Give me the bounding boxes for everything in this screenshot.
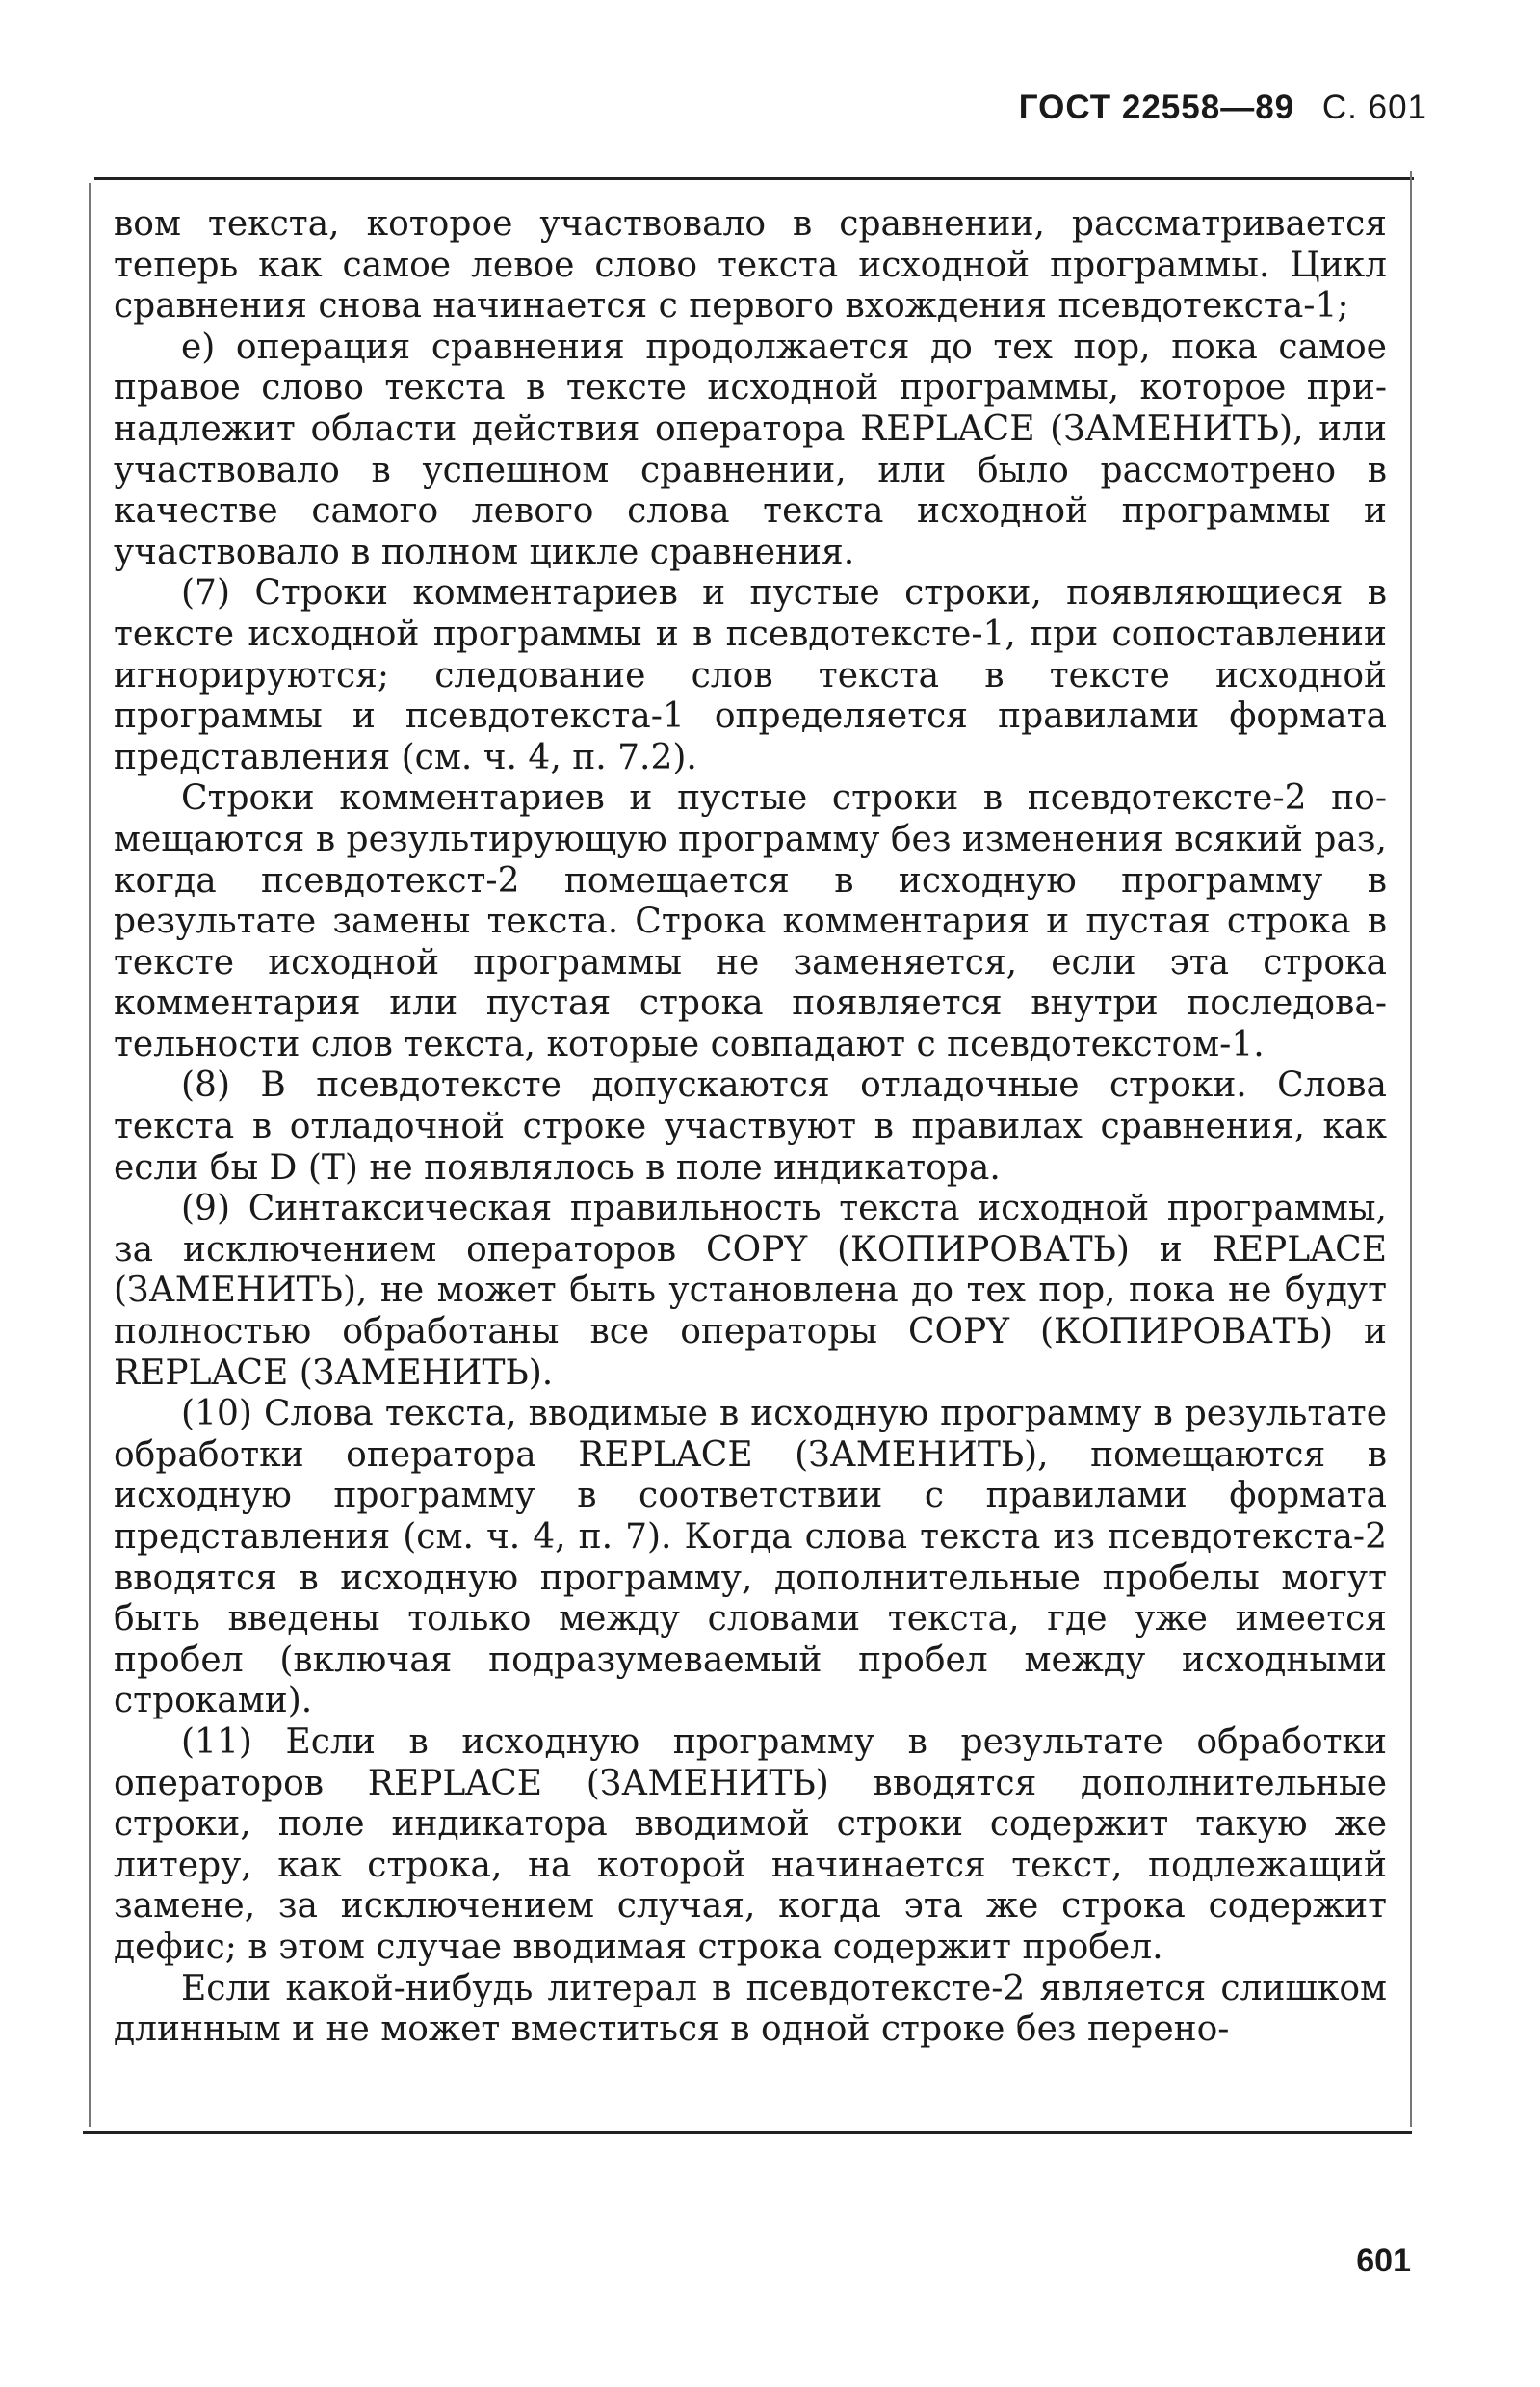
paragraph-rule-9: (9) Синтаксическая правильность текста исходной программы, за исключением операторов COPY (КОПИРОВАТЬ) и REPLACE (ЗАМЕНИТЬ), не может быть установлена до тех пор, пока не будут полностью обработаны все операторы COPY (КОПИРОВАТЬ) и REPLACE (ЗАМЕНИТЬ).	[114, 1189, 1387, 1393]
frame-bottom-rule	[83, 2131, 1412, 2134]
paragraph-continuation: вом текста, которое участвовало в сравнении, рассматривается теперь как самое левое слово текста исходной программы. Цикл сравнения снова начинается с первого вхождения псевдотекста-1;	[114, 204, 1387, 327]
paragraph-item-e: е) операция сравнения продолжается до тех пор, пока самое правое слово текста в тексте исходной программы, которое принадлежит области действия оператора REPLACE (ЗАМЕНИТЬ), или участвовало в успешном сравнении, или было рассмотрено в качестве самого левого слова текста исходной программы и участвовало в полном цикле сравнения.	[114, 327, 1387, 572]
standard-designation: ГОСТ 22558—89	[1018, 89, 1295, 126]
paragraph-rule-8: (8) В псевдотексте допускаются отладочные строки. Слова текста в отладочной строке участвуют в правилах сравнения, как если бы D (Т) не появлялось в поле индикатора.	[114, 1065, 1387, 1188]
frame-top-rule	[94, 177, 1414, 180]
paragraph-rule-7: (7) Строки комментариев и пустые строки, появляющиеся в тексте исходной программы и в псевдотексте-1, при сопоставлении игнорируются; следование слов текста в тексте исходной программы и псевдотекста-1 определяется правилами формата представления (см. ч. 4, п. 7.2).	[114, 573, 1387, 777]
frame-left-rule	[89, 183, 91, 2127]
paragraph-rule-10: (10) Слова текста, вводимые в исходную программу в результате обработки оператора REPLACE (ЗАМЕНИТЬ), помещаются в исходную программу в соответствии с правилами формата представления (см. ч. 4, п. 7). Когда слова текста из псевдотекста-2 вводятся в исходную программу, дополнительные пробелы могут быть введены только между словами текста, где уже имеется пробел (включая подразумеваемый пробел между исходными строками).	[114, 1394, 1387, 1721]
page-reference: С. 601	[1321, 89, 1427, 126]
paragraph-literal-note: Если какой-нибудь литерал в псевдотексте-2 является слишком длинным и не может вместиться в одной строке без перено-	[114, 1968, 1387, 2050]
paragraph-rule-11: (11) Если в исходную программу в результате обработки операторов REPLACE (ЗАМЕНИТЬ) вводятся дополнительные строки, поле индикатора вводимой строки содержит такую же литеру, как строка, на которой начинается текст, подлежащий замене, за исключением случая, когда эта же строка содержит дефис; в этом случае вводимая строка содержит пробел.	[114, 1721, 1387, 1967]
body-text	[114, 204, 1387, 2051]
page-number: 601	[1356, 2243, 1411, 2279]
paragraph-rule-7-continued: Строки комментариев и пустые строки в псевдотексте-2 помещаются в результирующую программу без изменения всякий раз, когда псевдотекст-2 помещается в исходную программу в результате замены текста. Строка комментария и пустая строка в тексте исходной программы не заменяется, если эта строка комментария или пустая строка появляется внутри последовательности слов текста, которые совпадают с псевдотекстом-1.	[114, 778, 1387, 1064]
page-header	[1019, 89, 1427, 127]
frame-right-rule	[1410, 171, 1412, 2127]
